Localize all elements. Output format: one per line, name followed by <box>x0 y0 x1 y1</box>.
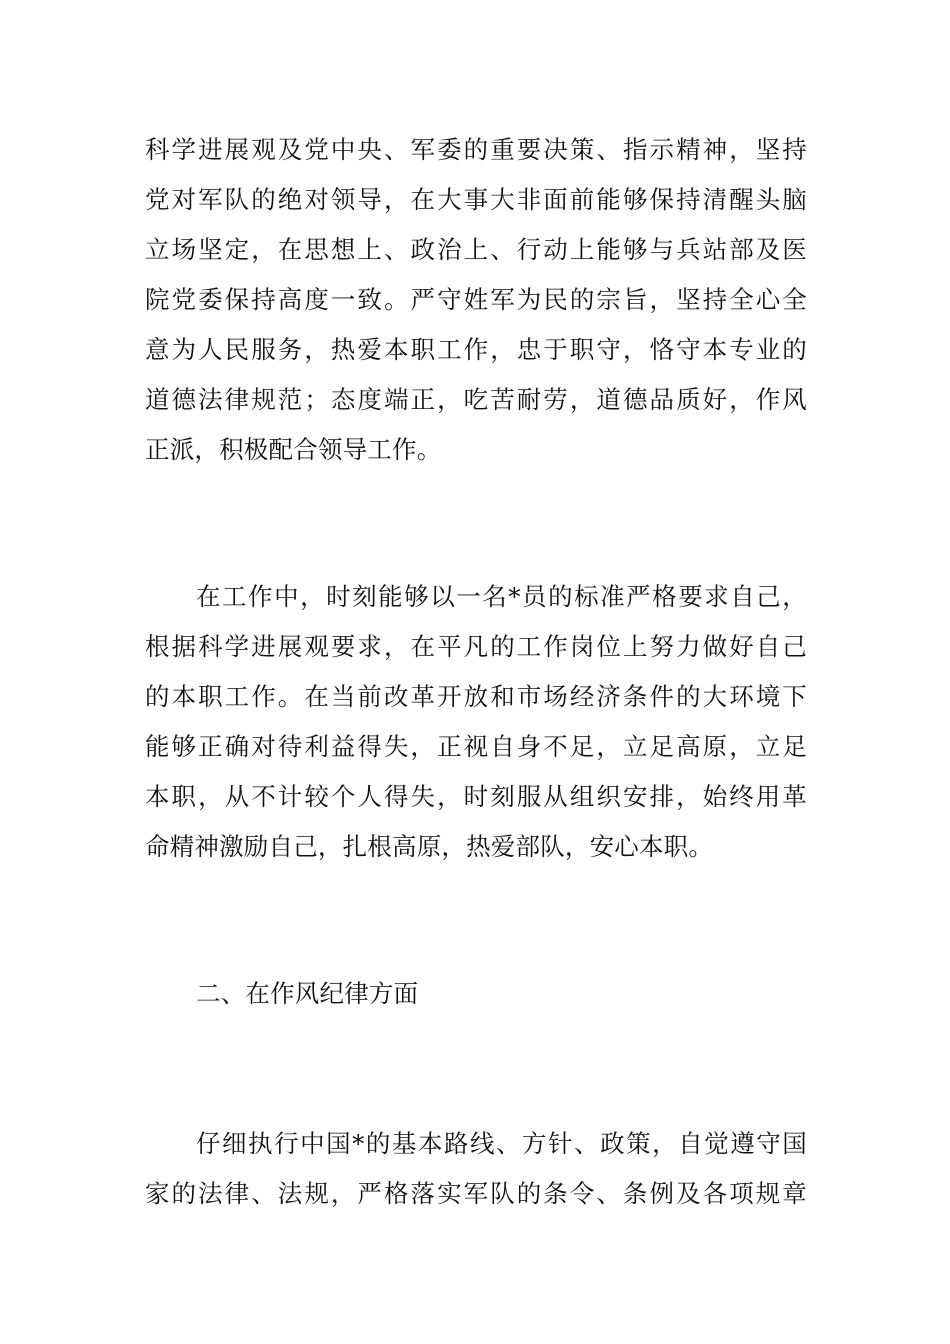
paragraph-line: 本职，从不计较个人得失，时刻服从组织安排，始终用革 <box>145 782 807 811</box>
paragraph-line: 在工作中，时刻能够以一名*员的标准严格要求自己， <box>196 582 807 611</box>
paragraph-line: 立场坚定，在思想上、政治上、行动上能够与兵站部及医 <box>145 235 807 264</box>
paragraph-line: 的本职工作。在当前改革开放和市场经济条件的大环境下 <box>145 682 807 711</box>
section-heading: 二、在作风纪律方面 <box>196 979 419 1008</box>
paragraph-line: 道德法律规范；态度端正，吃苦耐劳，道德品质好，作风 <box>145 385 807 414</box>
paragraph-line: 仔细执行中国*的基本路线、方针、政策，自觉遵守国 <box>196 1129 807 1158</box>
paragraph-line: 正派，积极配合领导工作。 <box>145 435 442 464</box>
paragraph-line: 科学进展观及党中央、军委的重要决策、指示精神，坚持 <box>145 135 807 164</box>
paragraph-line: 院党委保持高度一致。严守姓军为民的宗旨，坚持全心全 <box>145 285 807 314</box>
paragraph-line: 能够正确对待利益得失，正视自身不足，立足高原，立足 <box>145 732 807 761</box>
paragraph-line: 根据科学进展观要求，在平凡的工作岗位上努力做好自己 <box>145 632 807 661</box>
paragraph-line: 意为人民服务，热爱本职工作，忠于职守，恪守本专业的 <box>145 335 807 364</box>
paragraph-line: 命精神激励自己，扎根高原，热爱部队，安心本职。 <box>145 832 714 861</box>
paragraph-line: 党对军队的绝对领导，在大事大非面前能够保持清醒头脑 <box>145 185 807 214</box>
paragraph-line: 家的法律、法规，严格落实军队的条令、条例及各项规章 <box>145 1179 807 1208</box>
